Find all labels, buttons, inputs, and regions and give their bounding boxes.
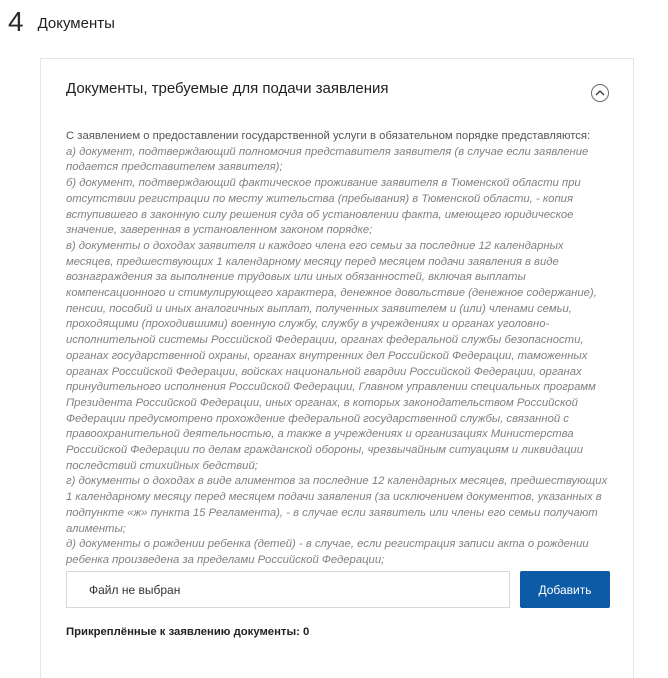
panel-title: Документы, требуемые для подачи заявления	[66, 80, 389, 97]
file-upload-row	[66, 571, 611, 608]
step-header	[8, 6, 115, 38]
add-file-button[interactable]: Добавить	[520, 571, 610, 608]
documents-panel	[40, 58, 634, 678]
required-documents-list	[66, 145, 614, 569]
document-item-d: д) документы о рождении ребенка (детей) - в случае, если регистрация записи акта о рождении ребенка произведена за пределами Российской Федерации;	[66, 538, 589, 566]
required-documents-intro: С заявлением о предоставлении государственной услуги в обязательном порядке представляются:	[66, 130, 591, 142]
document-item-v: в) документы о доходах заявителя и каждого члена его семьи за последние 12 календарных месяцев, предшествующих 1 календарному месяцу перед месяцем подачи заявления в виде вознаграждения за выполнение трудовых или иных обязанностей, включая выплаты компенсационного и стимулирующего характера, денежное довольствие (денежное содержание), пенсии, пособий и иных аналогичных выплат, полученных заявителем и (или) членами семьи, проходящими (проходившими) военную службу, службу в учреждениях и органах уголовно-исполнительной системы Российской Федерации, органах федеральной службы безопасности, органах государственной охраны, органах внутренних дел Российской Федерации, таможенных органах Российской Федерации, войсках национальной гвардии Российской Федерации, органах принудительного исполнения Российской Федерации, Главном управлении специальных программ Президента Российской Федерации, иных органах, в которых законодательством Российской Федерации предусмотрено прохождение федеральной государственной службы, связанной с правоохранительной деятельностью, а также в учреждениях и организациях Министерства Российской Федерации по делам гражданской обороны, чрезвычайным ситуациям и ликвидации последствий стихийных бедствий;	[66, 239, 597, 472]
step-title: Документы	[37, 15, 115, 32]
document-item-a: а) документ, подтверждающий полномочия представителя заявителя (в случае если заявление подается представителем заявителя);	[66, 145, 589, 174]
attached-documents-count: Прикреплённые к заявлению документы: 0	[66, 626, 310, 638]
step-number: 4	[8, 6, 24, 37]
file-input-placeholder: Файл не выбран	[89, 582, 181, 597]
document-item-b: б) документ, подтверждающий фактическое проживание заявителя в Тюменской области при отсутствии регистрации по месту жительства (пребывания) в Тюменской области, - копия вступившего в законную силу решения суда об установлении факта, имеющего юридическое значение, заверенная в установленном законом порядке;	[66, 177, 581, 237]
file-input[interactable]	[66, 571, 510, 608]
required-documents-text	[66, 129, 614, 569]
chevron-up-icon	[595, 90, 605, 96]
collapse-button[interactable]	[591, 84, 609, 102]
document-item-g: г) документы о доходах в виде алиментов за последние 12 календарных месяцев, предшествующих 1 календарному месяцу перед месяцем подачи заявления (за исключением документов, указанных в подпункте «ж» пункта 15 Регламента), - в случае если заявитель или члены его семьи получают алименты;	[66, 475, 608, 535]
